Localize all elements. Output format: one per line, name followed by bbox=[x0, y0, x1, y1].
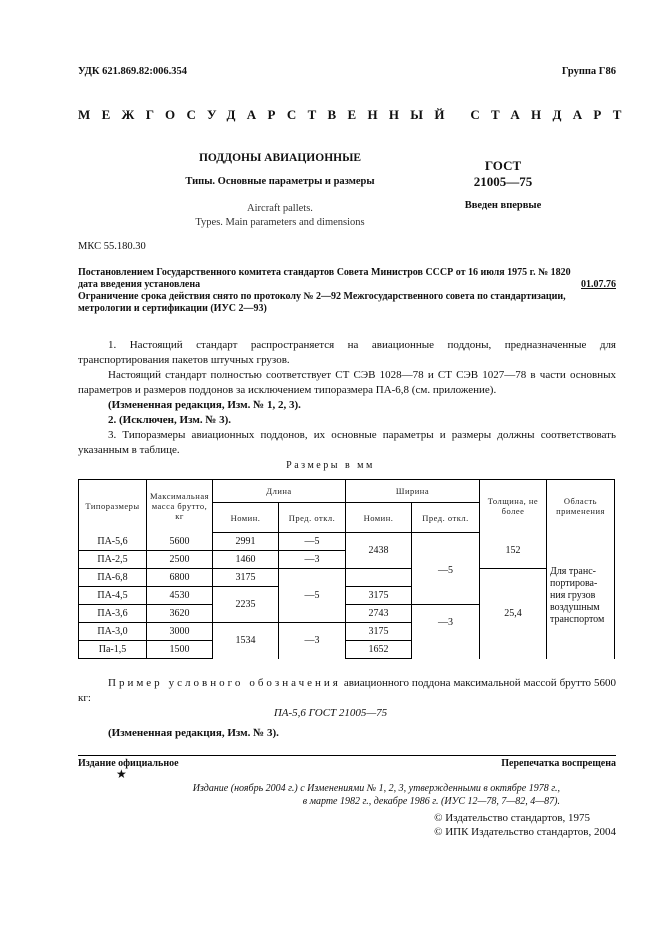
area-cell bbox=[547, 533, 615, 659]
gost-block bbox=[448, 158, 558, 211]
length-nominal-cell: 3175 bbox=[213, 569, 279, 587]
document-subtitle: Типы. Основные параметры и размеры bbox=[185, 176, 375, 187]
group-code: Группа Г86 bbox=[561, 66, 616, 77]
mass-cell: 5600 bbox=[147, 533, 213, 551]
area-line: портирова- bbox=[550, 577, 598, 589]
length-deviation-cell: —5 bbox=[279, 533, 346, 551]
type-cell: ПА-4,5 bbox=[79, 587, 147, 605]
type-cell: ПА-6,8 bbox=[79, 569, 147, 587]
paragraph-2: Настоящий стандарт полностью соответствует СТ СЭВ 1028—78 и СТ СЭВ 1027—78 в части основных параметров и размеров поддонов за исключением типоразмера ПА-6,8 (см. приложение). bbox=[78, 369, 616, 396]
header-length-nominal: Номин. bbox=[213, 503, 279, 533]
header-length: Длина bbox=[213, 480, 346, 503]
width-nominal-cell: 2743 bbox=[346, 605, 412, 623]
edition-note bbox=[120, 782, 560, 808]
length-deviation-cell: —3 bbox=[279, 551, 346, 569]
copyright-block bbox=[434, 811, 616, 839]
length-nominal-cell: 2991 bbox=[213, 533, 279, 551]
table-caption: Размеры в мм bbox=[286, 460, 375, 471]
type-cell: Па-1,5 bbox=[79, 641, 147, 659]
width-nominal-cell: 3175 bbox=[346, 623, 412, 641]
mks-code: МКС 55.180.30 bbox=[78, 241, 146, 252]
standard-banner: МЕЖГОСУДАРСТВЕННЫЙ СТАНДАРТ bbox=[78, 107, 633, 122]
english-title bbox=[150, 202, 410, 230]
header-width-deviation: Пред. откл. bbox=[412, 503, 480, 533]
area-line: ния грузов bbox=[550, 589, 596, 601]
reprint-notice: Перепечатка воспрещена bbox=[501, 758, 616, 769]
decree-block bbox=[78, 267, 616, 315]
thickness-cell: 152 bbox=[480, 533, 547, 569]
length-nominal-cell: 1460 bbox=[213, 551, 279, 569]
width-nominal-cell: 3175 bbox=[346, 587, 412, 605]
width-nominal-cell bbox=[346, 569, 412, 587]
width-deviation-cell: —3 bbox=[412, 605, 480, 641]
header-thickness: Толщина, не более bbox=[480, 480, 547, 533]
example-text bbox=[78, 676, 616, 706]
body-text bbox=[78, 338, 616, 458]
mass-cell: 3000 bbox=[147, 623, 213, 641]
decree-line3: Ограничение срока действия снято по протоколу № 2—92 Межгосударственного совета по стандартизации, bbox=[78, 291, 566, 302]
type-cell: ПА-3,0 bbox=[79, 623, 147, 641]
thickness-cell: 25,4 bbox=[480, 569, 547, 659]
area-line: транспортом bbox=[550, 613, 605, 625]
english-title-line2: Types. Main parameters and dimensions bbox=[195, 217, 365, 228]
header-mass: Максимальная масса брутто, кг bbox=[147, 480, 213, 533]
mass-cell: 6800 bbox=[147, 569, 213, 587]
header-width-nominal: Номин. bbox=[346, 503, 412, 533]
table-row bbox=[79, 569, 615, 587]
type-cell: ПА-5,6 bbox=[79, 533, 147, 551]
designation-example: ПА-5,6 ГОСТ 21005—75 bbox=[273, 707, 388, 719]
length-deviation-cell: —3 bbox=[279, 623, 346, 659]
table-row bbox=[79, 533, 615, 551]
mass-cell: 3620 bbox=[147, 605, 213, 623]
length-nominal-cell: 2235 bbox=[213, 587, 279, 623]
document-title: ПОДДОНЫ АВИАЦИОННЫЕ bbox=[198, 152, 362, 164]
gost-number: 21005—75 bbox=[473, 174, 533, 189]
udk-code: УДК 621.869.82:006.354 bbox=[78, 66, 187, 77]
copyright-line2: © ИПК Издательство стандартов, 2004 bbox=[434, 826, 616, 838]
example-spaced: Пример условного обозначения bbox=[108, 677, 341, 689]
length-deviation-cell: —5 bbox=[279, 569, 346, 623]
decree-line2 bbox=[78, 279, 616, 291]
header-length-deviation: Пред. откл. bbox=[279, 503, 346, 533]
paragraph-3: (Измененная редакция, Изм. № 1, 2, 3). bbox=[108, 399, 301, 411]
mass-cell: 1500 bbox=[147, 641, 213, 659]
width-deviation-cell: —5 bbox=[412, 533, 480, 587]
decree-line1: Постановлением Государственного комитета стандартов Совета Министров СССР от 16 июля 1975 г. № 1820 bbox=[78, 267, 571, 278]
mass-cell: 4530 bbox=[147, 587, 213, 605]
width-nominal-cell: 1652 bbox=[346, 641, 412, 659]
footer-divider bbox=[78, 755, 616, 756]
title-block bbox=[150, 152, 410, 230]
paragraph-4: 2. (Исключен, Изм. № 3). bbox=[108, 414, 232, 426]
paragraph-5: 3. Типоразмеры авиационных поддонов, их основные параметры и размеры должны соответствовать указанным в таблице. bbox=[78, 429, 616, 456]
decree-line4: метрологии и сертификации (ИУС 2—93) bbox=[78, 303, 267, 314]
dimensions-table bbox=[78, 479, 615, 659]
paragraph-1: 1. Настоящий стандарт распространяется на авиационные поддоны, предназначенные для транспортирования пакетов штучных грузов. bbox=[78, 339, 616, 366]
gost-label: ГОСТ bbox=[484, 158, 522, 173]
example-rest: авиационного поддона максимальной массой брутто 5600 кг: bbox=[78, 677, 616, 704]
type-cell: ПА-3,6 bbox=[79, 605, 147, 623]
official-edition: Издание официальное bbox=[78, 758, 179, 769]
header-type: Типоразмеры bbox=[79, 480, 147, 533]
length-nominal-cell: 1534 bbox=[213, 623, 279, 659]
area-line: воздушным bbox=[550, 601, 600, 613]
type-cell: ПА-2,5 bbox=[79, 551, 147, 569]
gost-intro: Введен впервые bbox=[464, 200, 542, 211]
decree-date-label: дата введения установлена bbox=[78, 279, 201, 290]
header-area: Область применения bbox=[547, 480, 615, 533]
edition-line1: Издание (ноябрь 2004 г.) с Изменениями № 1, 2, 3, утвержденными в октябре 1978 г., bbox=[192, 783, 560, 794]
area-line: Для транс- bbox=[550, 565, 596, 577]
edition-line2: в марте 1982 г., декабре 1986 г. (ИУС 12—78, 7—82, 4—87). bbox=[302, 796, 560, 807]
star-icon: ★ bbox=[116, 767, 127, 781]
width-nominal-cell: 2438 bbox=[346, 533, 412, 569]
revision-note: (Измененная редакция, Изм. № 3). bbox=[108, 727, 279, 739]
decree-date: 01.07.76 bbox=[581, 279, 616, 290]
copyright-line1: © Издательство стандартов, 1975 bbox=[434, 812, 591, 824]
mass-cell: 2500 bbox=[147, 551, 213, 569]
header-width: Ширина bbox=[346, 480, 480, 503]
english-title-line1: Aircraft pallets. bbox=[247, 203, 313, 214]
